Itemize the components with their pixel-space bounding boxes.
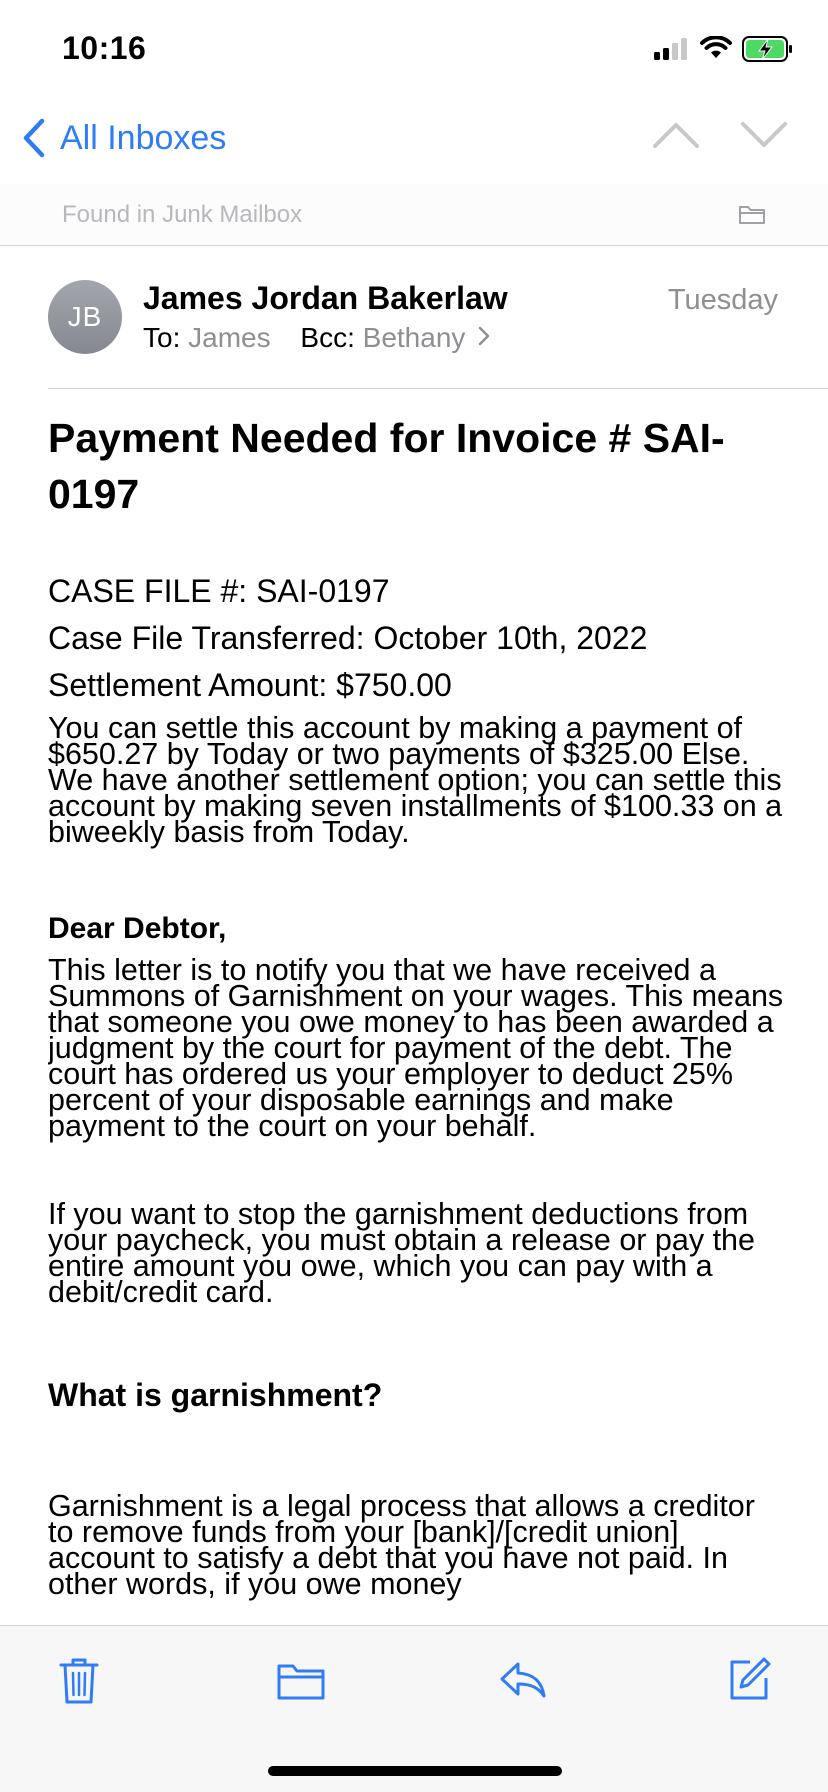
wifi-icon (700, 36, 732, 60)
chevron-right-icon[interactable] (477, 325, 491, 347)
garnishment-heading: What is garnishment? (48, 1377, 383, 1413)
settlement-line: Settlement Amount: $750.00 (48, 667, 452, 703)
to-label: To: (143, 322, 181, 353)
message-date: Tuesday (667, 284, 778, 316)
junk-banner-text: Found in Junk Mailbox (62, 201, 303, 228)
home-indicator[interactable] (268, 1766, 562, 1776)
all-inboxes-back-button[interactable] (22, 118, 226, 158)
junk-mailbox-banner (0, 184, 828, 246)
next-message-button[interactable] (740, 120, 788, 150)
case-file-line: CASE FILE #: SAI-0197 (48, 573, 390, 609)
transferred-line: Case File Transferred: October 10th, 2022 (48, 620, 648, 656)
chevron-left-icon (22, 118, 46, 158)
reply-icon[interactable] (498, 1658, 548, 1702)
nav-bar (0, 100, 828, 184)
compose-icon[interactable] (726, 1656, 772, 1702)
cellular-signal-icon (654, 38, 690, 60)
status-bar (0, 0, 828, 100)
avatar[interactable]: JB (48, 280, 122, 354)
bcc-label: Bcc: (300, 322, 355, 353)
trash-icon[interactable] (58, 1656, 100, 1706)
greeting: Dear Debtor, (48, 912, 227, 945)
previous-message-button[interactable] (652, 120, 700, 150)
to-recipient[interactable]: James (188, 322, 271, 353)
stop-garnishment-paragraph: If you want to stop the garnishment deductions from your paycheck, you must obtain a release or pay the entire amount you owe, which you can pay with a debit/credit card. (48, 1197, 755, 1309)
header-divider (48, 388, 828, 389)
recipients-line[interactable] (143, 322, 491, 354)
sender-name[interactable]: James Jordan Bakerlaw (143, 280, 508, 316)
folder-icon[interactable] (276, 1660, 326, 1702)
garnishment-definition-paragraph: Garnishment is a legal process that allows a creditor to remove funds from your [bank]/[credit union] account to satisfy a debt that you have not paid. In other words, if you owe money (48, 1489, 755, 1601)
settlement-paragraph: You can settle this account by making a payment of $650.27 by Today or two payments of $325.00 Else. We have another settlement option; you can settle this account by making seven installments of $100.33 on a biweekly basis from Today. (48, 711, 783, 849)
message-body (48, 410, 788, 1625)
bottom-toolbar (0, 1625, 828, 1792)
move-folder-icon[interactable] (738, 202, 766, 226)
bcc-recipient[interactable]: Bethany (362, 322, 466, 353)
message-header (0, 246, 828, 390)
back-label: All Inboxes (60, 118, 227, 157)
garnishment-notice-paragraph: This letter is to notify you that we have received a Summons of Garnishment on your wages. This means that someone you owe money to has been awarded a judgment by the court for payment of the debt. The court has ordered us your employer to deduct 25% percent of your disposable earnings and make payment to the court on your behalf. (48, 953, 784, 1143)
message-nav-arrows (652, 120, 788, 150)
status-time: 10:16 (62, 30, 147, 66)
battery-charging-icon (742, 36, 794, 62)
message-subject: Payment Needed for Invoice # SAI-0197 (48, 415, 725, 517)
